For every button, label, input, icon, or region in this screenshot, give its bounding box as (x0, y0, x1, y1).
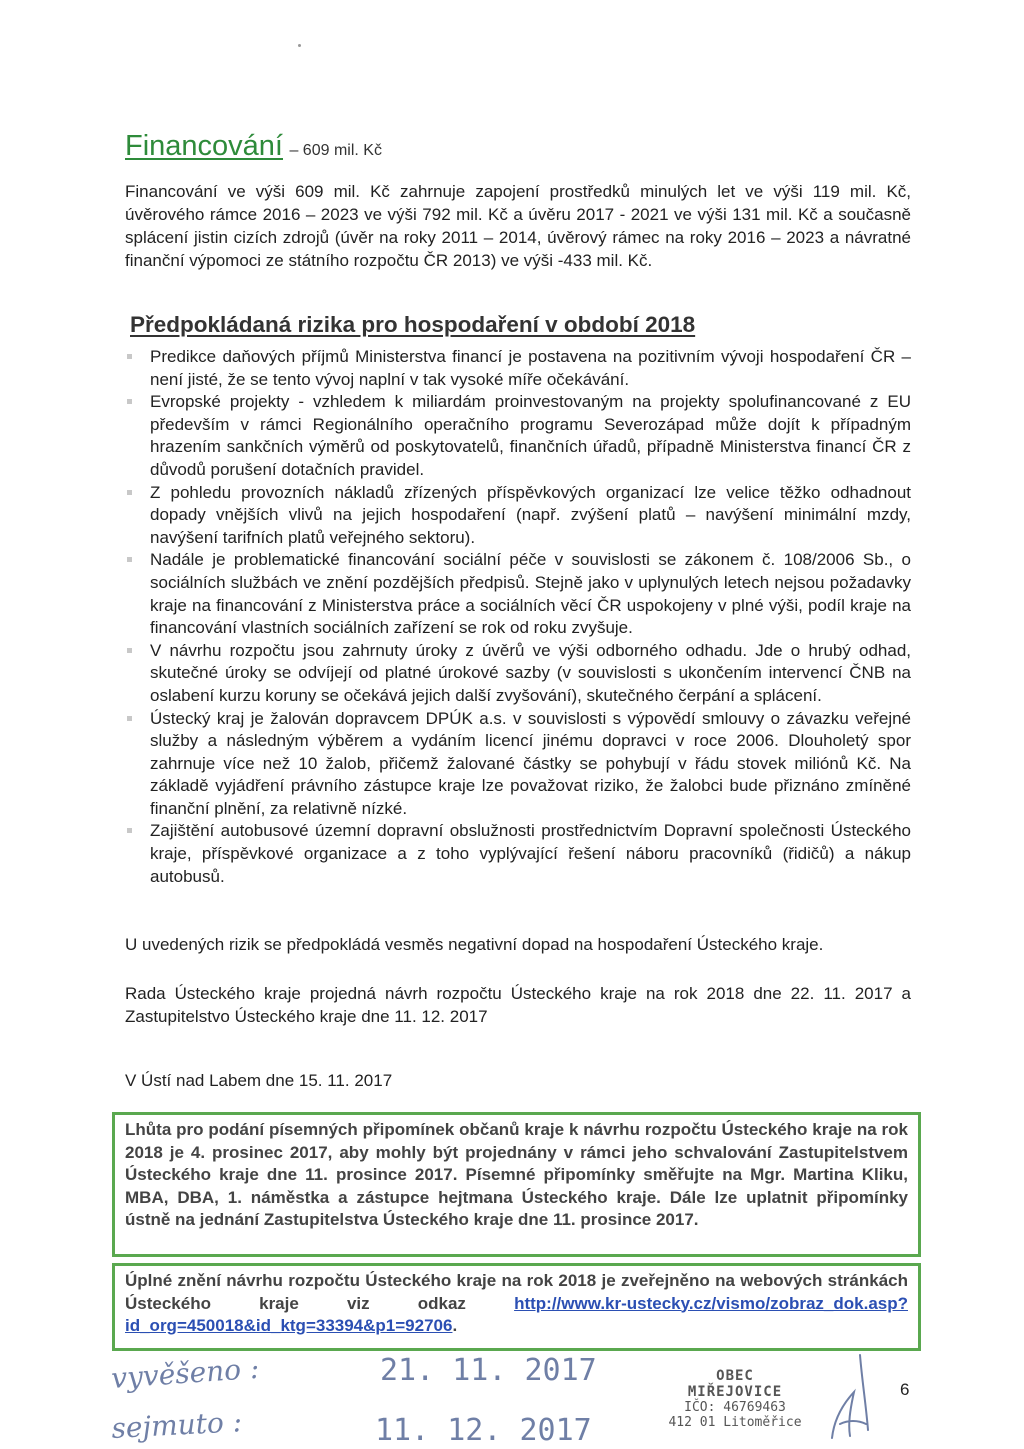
risk-text: Nadále je problematické financování sociální péče v souvislosti se zákonem č. 108/2006 Sb., o sociálních službách ve znění pozdějších předpisů. Stejně jako v uplynulých letech nejsou požadavky kraje na financování z Ministerstva práce a sociálních věcí ČR uspokojeny v plné výši, podíl kraje na financování vlastních sociálních zařízení se rok od roku zvyšuje. (150, 550, 911, 638)
financing-amount: – 609 mil. Kč (289, 142, 382, 159)
risks-summary: U uvedených rizik se předpokládá vesměs negativní dopad na hospodaření Ústeckého kraje. (125, 935, 824, 954)
list-item (125, 391, 911, 481)
list-item (125, 820, 911, 888)
posted-label: vyvěšeno : (110, 1351, 261, 1395)
council-schedule: Rada Ústeckého kraje projedná návrh rozpočtu Ústeckého kraje na rok 2018 dne 22. 11. 2017 a Zastupitelstvo Ústeckého kraje dne 11. 12. 2017 (125, 984, 911, 1026)
comment-deadline-notice (112, 1112, 921, 1257)
risk-text: Zajištění autobusové územní dopravní obslužnosti prostřednictvím Dopravní společnosti Ústeckého kraje, příspěvkové organizace a z toho vyplývající řešení náboru pracovníků (řidičů) a nákup autobusů. (150, 821, 911, 886)
scan-artifact (298, 44, 301, 47)
place-and-date: V Ústí nad Labem dne 15. 11. 2017 (125, 1071, 393, 1090)
list-item (125, 482, 911, 550)
stamp-address: 412 01 Litoměřice (668, 1415, 802, 1430)
risk-text: V návrhu rozpočtu jsou zahrnuty úroky z úvěrů ve výši odborného odhadu. Jde o hrubý odhad, skutečné úroky se odvíjejí od platné úrokové sazby (v souvislosti s ukončením intervencí ČNB na oslabení kurzu koruny se očekává jejich další zvyšování), skutečného čerpání a splácení. (150, 640, 911, 705)
stamp-ico: IČO: 46769463 (684, 1400, 786, 1415)
financing-paragraph: Financování ve výši 609 mil. Kč zahrnuje zapojení prostředků minulých let ve výši 119 mil. Kč, úvěrového rámce 2016 – 2023 ve výši 792 mil. Kč a úvěru 2017 - 2021 ve výši 131 mil. Kč a současně splácení jistin cizích zdrojů (úvěr na roky 2011 – 2014, úvěrový rámec na roky 2016 – 2023 a návratné finanční výpomoci ze státního rozpočtu ČR 2013) ve výši -433 mil. Kč. (125, 182, 911, 270)
signature-icon (820, 1350, 880, 1445)
bullet-icon (127, 490, 132, 495)
posted-date: 21. 11. 2017 (380, 1353, 597, 1388)
page-number: 6 (900, 1380, 910, 1399)
risk-text: Predikce daňových příjmů Ministerstva financí je postavena na pozitivním vývoji hospodaření ČR – není jisté, že se tento vývoj naplní v tak vysoké míře očekávání. (150, 347, 911, 389)
list-item (125, 640, 911, 708)
removed-date: 11. 12. 2017 (375, 1413, 592, 1448)
list-item (125, 708, 911, 821)
bullet-icon (127, 716, 132, 721)
full-text-notice (112, 1263, 921, 1351)
risk-text: Z pohledu provozních nákladů zřízených příspěvkových organizací lze velice těžko odhadnout dopady vnějších vlivů na jejich hospodaření (např. zvýšení platů – navýšení minimální mzdy, navýšení tarifních platů veřejného sektoru). (150, 482, 911, 547)
list-item (125, 549, 911, 639)
risk-text: Evropské projekty - vzhledem k miliardám proinvestovaným na projekty spolufinancované z EU především v rámci Regionálního operačního programu Severozápad může dojít k případným hrazením sankčních výměrů od poskytovatelů, finančních úřadů, případně Ministerstva financí ČR z důvodů porušení dotačních pravidel. (150, 392, 911, 479)
risks-heading: Předpokládaná rizika pro hospodaření v období 2018 (130, 312, 696, 337)
removed-label: sejmuto : (110, 1405, 243, 1445)
bullet-icon (127, 648, 132, 653)
stamp-name: OBEC MIŘEJOVICE (687, 1368, 783, 1400)
notice-end: . (452, 1316, 458, 1335)
bullet-icon (127, 354, 132, 359)
budget-document-link[interactable]: http://www.kr-ustecky.cz/vismo/zobraz_dok.asp?id_org=450018&id_ktg=33394&p1=92706 (125, 1293, 908, 1335)
bullet-icon (127, 399, 132, 404)
risk-text: Ústecký kraj je žalován dopravcem DPÚK a.s. v souvislosti s výpovědí smlouvy o závazku veřejné služby a následným výběrem a vydáním licencí jinému dopravci v roce 2006. Dlouholetý spor zahrnuje více než 10 žalob, přičemž žalované částky se pohybují v řádu stovek miliónů Kč. Na základě vyjádření právního zástupce kraje lze považovat riziko, že žalobci bude přiznáno zmíněné finanční plnění, za relativně nízké. (150, 708, 911, 818)
notice-deadline-text: Lhůta pro podání písemných připomínek občanů kraje k návrhu rozpočtu Ústeckého kraje na rok 2018 je 4. prosinec 2017, aby mohly být projednány v rámci jeho schvalování Zastupitelstvem Ústeckého kraje dne 11. prosince 2017. (125, 1120, 908, 1184)
list-item (125, 346, 911, 391)
notice-fulltext-text: Úplné znění návrhu rozpočtu Ústeckého kraje na rok 2018 je zveřejněno na webových stránkách Ústeckého kraje viz odkaz (125, 1271, 908, 1313)
financing-title: Financování (125, 130, 283, 162)
notice-contact-text: Písemné připomínky směřujte na Mgr. Martina Kliku, MBA, DBA, 1. náměstka a zástupce hejtmana Ústeckého kraje. Dále lze uplatnit připomínky ústně na jednání Zastupitelstva Ústeckého kraje dne 11. prosince 2017. (125, 1165, 908, 1229)
bullet-icon (127, 557, 132, 562)
bullet-icon (127, 828, 132, 833)
handwritten-notes (100, 1350, 660, 1449)
financing-heading (125, 130, 382, 163)
risk-list (125, 346, 911, 888)
municipal-stamp (665, 1368, 805, 1430)
